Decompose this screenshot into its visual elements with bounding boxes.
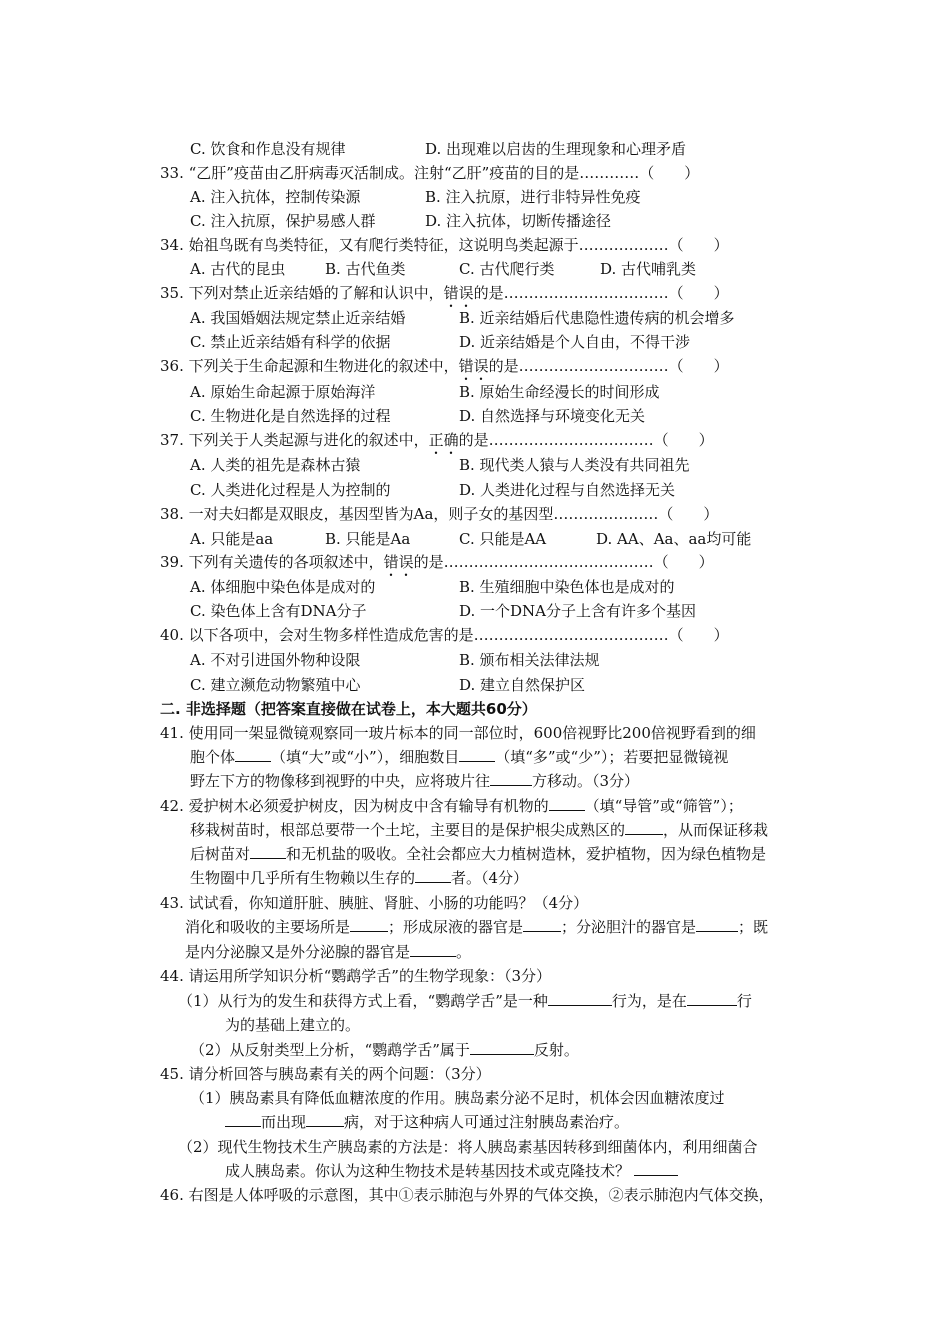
q43-blank-3[interactable] <box>696 916 738 932</box>
q36-option-a: A. 原始生命起源于原始海洋 <box>190 383 376 401</box>
q42-line-1: 42. 爱护树木必须爱护树皮，因为树皮中含有输导有机物的 （填“导管”或“筛管”）； <box>160 797 743 815</box>
q41-blank-3[interactable] <box>490 770 532 786</box>
q45-blank-1[interactable] <box>225 1111 261 1127</box>
q38-option-b: B. 只能是Aa <box>325 530 411 548</box>
q36-option-b: B. 原始生命经漫长的时间形成 <box>459 383 660 401</box>
q43-line-1: 43. 试试看，你知道肝脏、胰脏、肾脏、小肠的功能吗？（4分） <box>160 894 589 912</box>
q42-line-3: 后树苗对 和无机盐的吸收。全社会都应大力植树造林，爱护植物，因为绿色植物是 <box>190 845 767 863</box>
q40-option-d: D. 建立自然保护区 <box>459 676 586 694</box>
q40-option-b: B. 颁布相关法律法规 <box>459 651 600 669</box>
q39-option-b: B. 生殖细胞中染色体也是成对的 <box>459 578 675 596</box>
q40-stem: 40. 以下各项中，会对生物多样性造成危害的是…………………………………（ ） <box>160 626 729 644</box>
q44-blank-3[interactable] <box>470 1039 534 1055</box>
q39-option-a: A. 体细胞中染色体是成对的 <box>190 578 376 596</box>
q42-line-4: 生物圈中几乎所有生物赖以生存的 者。（4分） <box>190 869 529 887</box>
q36-stem: 36. 下列关于生命起源和生物进化的叙述中，错误的是…………………………（ ） <box>160 357 729 375</box>
q44-line-4: （2）从反射类型上分析，“鹦鹉学舌”属于 反射。 <box>190 1041 579 1059</box>
q33-option-c: C. 注入抗原，保护易感人群 <box>190 212 376 230</box>
q34-option-b: B. 古代鱼类 <box>325 260 406 278</box>
q35-option-a: A. 我国婚姻法规定禁止近亲结婚 <box>190 309 406 327</box>
q32-option-d: D. 出现难以启齿的生理现象和心理矛盾 <box>425 140 687 158</box>
q32-option-c: C. 饮食和作息没有规律 <box>190 140 346 158</box>
q40-option-c: C. 建立濒危动物繁殖中心 <box>190 676 361 694</box>
q43-line-3: 是内分泌腺又是外分泌腺的器官是 。 <box>185 943 472 961</box>
q33-option-a: A. 注入抗体，控制传染源 <box>190 188 361 206</box>
q43-line-2: 消化和吸收的主要场所是 ；形成尿液的器官是 ；分泌胆汁的器官是 ；既 <box>185 918 769 936</box>
q37-option-a: A. 人类的祖先是森林古猿 <box>190 456 361 474</box>
q36-emphasis: 错误 <box>458 357 489 375</box>
q41-blank-1[interactable] <box>235 746 271 762</box>
q39-stem: 39. 下列有关遗传的各项叙述中，错误的是……………………………………（ ） <box>160 553 714 571</box>
q41-line-1: 41. 使用同一架显微镜观察同一玻片标本的同一部位时，600倍视野比200倍视野看到的细 <box>160 724 756 742</box>
q44-line-2: （1）从行为的发生和获得方式上看，“鹦鹉学舌”是一种 行为，是在 行 <box>178 992 752 1010</box>
q35-option-d: D. 近亲结婚是个人自由，不得干涉 <box>459 333 691 351</box>
q39-option-c: C. 染色体上含有DNA分子 <box>190 602 367 620</box>
q44-line-3: 为的基础上建立的。 <box>225 1016 361 1034</box>
q37-option-b: B. 现代类人猿与人类没有共同祖先 <box>459 456 690 474</box>
q38-option-a: A. 只能是aa <box>190 530 274 548</box>
q44-blank-2[interactable] <box>687 990 737 1006</box>
q45-line-3: 而出现 病，对于这种病人可通过注射胰岛素治疗。 <box>225 1110 629 1134</box>
q42-blank-3[interactable] <box>250 843 286 859</box>
q45-line-5: 成人胰岛素。你认为这种生物技术是转基因技术或克隆技术？ <box>225 1159 678 1183</box>
q44-blank-1[interactable] <box>548 990 612 1006</box>
q42-blank-1[interactable] <box>549 795 585 811</box>
q35-option-b: B. 近亲结婚后代患隐性遗传病的机会增多 <box>459 309 735 327</box>
q37-stem: 37. 下列关于人类起源与进化的叙述中，正确的是……………………………（ ） <box>160 431 714 449</box>
q43-blank-2[interactable] <box>523 916 561 932</box>
q34-option-a: A. 古代的昆虫 <box>190 260 286 278</box>
q42-blank-2[interactable] <box>625 819 663 835</box>
q36-option-c: C. 生物进化是自然选择的过程 <box>190 407 391 425</box>
q34-option-d: D. 古代哺乳类 <box>600 260 697 278</box>
q34-stem: 34. 始祖鸟既有鸟类特征，又有爬行类特征，这说明鸟类起源于………………（ ） <box>160 236 729 254</box>
q39-option-d: D. 一个DNA分子上含有许多个基因 <box>459 602 697 620</box>
q35-option-c: C. 禁止近亲结婚有科学的依据 <box>190 333 391 351</box>
q45-blank-2[interactable] <box>306 1111 344 1127</box>
q45-line-4: （2）现代生物技术生产胰岛素的方法是：将人胰岛素基因转移到细菌体内，利用细菌合 <box>178 1138 758 1156</box>
q33-stem: 33. “乙肝”疫苗由乙肝病毒灭活制成。注射“乙肝”疫苗的目的是…………（ ） <box>160 164 700 182</box>
q43-blank-1[interactable] <box>350 916 388 932</box>
q41-blank-2[interactable] <box>459 746 495 762</box>
q45-line-1: 45. 请分析回答与胰岛素有关的两个问题：（3分） <box>160 1065 491 1083</box>
q38-option-c: C. 只能是AA <box>459 530 547 548</box>
q38-option-d: D. AA、Aa、aa均可能 <box>596 530 752 548</box>
q39-emphasis: 错误 <box>383 553 414 571</box>
q41-line-3: 野左下方的物像移到视野的中央，应将玻片往 方移动。（3分） <box>190 772 640 790</box>
q46-line-1: 46. 右图是人体呼吸的示意图，其中①表示肺泡与外界的气体交换，②表示肺泡内气体交换， <box>160 1186 774 1204</box>
q38-stem: 38. 一对夫妇都是双眼皮，基因型皆为Aa，则子女的基因型…………………（ ） <box>160 505 719 523</box>
q34-option-c: C. 古代爬行类 <box>459 260 555 278</box>
q33-option-b: B. 注入抗原，进行非特异性免疫 <box>425 188 641 206</box>
q37-emphasis: 正确 <box>428 431 459 449</box>
q35-stem: 35. 下列对禁止近亲结婚的了解和认识中，错误的是……………………………（ ） <box>160 284 729 302</box>
q37-option-d: D. 人类进化过程与自然选择无关 <box>459 481 676 499</box>
q42-blank-4[interactable] <box>415 867 451 883</box>
q44-line-1: 44. 请运用所学知识分析“鹦鹉学舌”的生物学现象：（3分） <box>160 967 552 985</box>
q35-emphasis: 错误 <box>443 284 474 302</box>
q45-line-2: （1）胰岛素具有降低血糖浓度的作用。胰岛素分泌不足时，机体会因血糖浓度过 <box>190 1089 725 1107</box>
q36-option-d: D. 自然选择与环境变化无关 <box>459 407 646 425</box>
section-2-heading: 二. 非选择题（把答案直接做在试卷上，本大题共60分） <box>160 700 537 718</box>
q41-line-2: 胞个体 （填“大”或“小”），细胞数目 （填“多”或“少”）；若要把显微镜视 <box>190 748 729 766</box>
q40-option-a: A. 不对引进国外物种设限 <box>190 651 361 669</box>
q37-option-c: C. 人类进化过程是人为控制的 <box>190 481 391 499</box>
q43-blank-4[interactable] <box>410 941 456 957</box>
q33-option-d: D. 注入抗体，切断传播途径 <box>425 212 612 230</box>
q45-blank-3[interactable] <box>634 1160 678 1176</box>
q42-line-2: 移栽树苗时，根部总要带一个土坨，主要目的是保护根尖成熟区的 ，从而保证移栽 <box>190 821 769 839</box>
